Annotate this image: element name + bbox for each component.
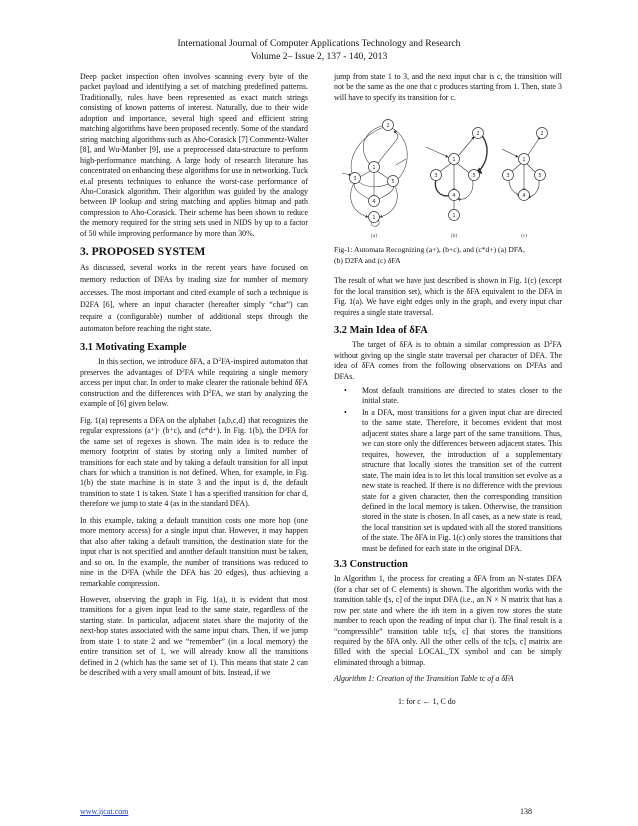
continued-paragraph: jump from state 1 to 3, and the next input char is c, the transition will not be the same as the one that c produces starting from 1. Then, state 3 will have to specify its transition for c.	[334, 72, 562, 102]
dfa-delta-graph	[502, 137, 540, 200]
list-item: • Most default transitions are directed to states closer to the initial state.	[362, 386, 562, 407]
section-3-1-paragraph-1: In this section, we introduce δFA, a $D^2FA$-inspired automaton that preserves the advantages of $D^2FA$ while requiring a single memory access per input char. In order to make clearer the rationale behind δFA construction and the differences with $D^2FA$, we start by analyzing the example of [6] given below.	[80, 357, 308, 409]
svg-text:3: 3	[353, 176, 357, 183]
svg-text:5: 5	[472, 173, 476, 180]
svg-text:1: 1	[452, 213, 456, 220]
svg-text:2: 2	[386, 123, 390, 130]
svg-text:1: 1	[452, 157, 456, 164]
right-column	[334, 72, 562, 707]
section-3-3-paragraph: In Algorithm 1, the process for creating a δFA from an N-states DFA (for a char set of C elements) is shown. The algorithm works with the transition table t[s, c] of the input DFA (i.e., an N × N matrix that has a row per state and where the ith item in a given row stores the state number to reach upon the reading of input char i). The final result is a “compressible” transition table tc[s, c] that stores the transitions required by the δFA only. All the other cells of the tc[s, c] matrix are filled with the special LOCAL_TX symbol and can be simply eliminated through a bitmap.	[334, 574, 562, 667]
section-3-heading: 3. PROPOSED SYSTEM	[80, 245, 206, 259]
volume-info: Volume 2– Issue 2, 137 - 140, 2013	[250, 50, 388, 62]
section-3-1-heading: 3.1 Motivating Example	[80, 342, 187, 354]
svg-text:4: 4	[452, 193, 456, 200]
left-column	[80, 72, 308, 685]
svg-text:2: 2	[540, 131, 544, 138]
algorithm-line-1: 1: for c ← 1, C do	[398, 696, 456, 706]
page-header	[0, 38, 638, 63]
dfa-delta-states	[503, 128, 548, 201]
figure-1	[334, 109, 562, 241]
fig-label-a: (a)	[370, 233, 378, 240]
section-3-paragraph: As discussed, several works in the recent years have focused on memory reduction of DFAs by trading size for number of memory accesses. The most important and cited example of such a technique is D2FA [6], where an input character (hereafter simply “char”) can require a (configurable) number of additional steps through the automaton before reaching the right state.	[80, 263, 308, 334]
list-item: • In a DFA, most transitions for a given input char are directed to the same state. Therefore, it becomes evident that most adjacent states share a large part of the same transitions. Thus, we can store only the differences between adjacent states. This requires, however, the introduction of a supplementary structure that locally stores the transition set of the current state. The main idea is to let this local transition set evolve as a new state is reached. If there is no difference with the previous state for a given character, then the corresponding transition defined in the local memory is taken. Otherwise, the transition stored in the state is chosen. In all cases, as a new state is read, the local transition set is updated with all the stored transitions of the state. The δFA in Fig. 1(c) only stores the transitions that must be defined for each state in the original DFA.	[362, 408, 562, 554]
algorithm-1-title: Algorithm 1: Creation of the Transition Table tc of a δFA	[334, 674, 514, 684]
figure-1-caption: Fig-1: Automata Recognizing (a+), (b+c), and (c*d+) (a) DFA, (b) D2FA and (c) δFA	[334, 245, 525, 266]
page-number: 138	[520, 807, 532, 816]
section-3-1-paragraph-4: However, observing the graph in Fig. 1(a), it is evident that most transitions for a given input lead to the same state, regardless of the starting state. In particular, adjacent states share the majority of the next-hop states associated with the same input chars. Then, if we jump from state 1 to state 2 and we “remember” (in a local memory) the entire transition set of 1, we will already know all the transitions defined in 2 (which has the same set of 1). This means that state 2 can be described with a very small amount of bits. Instead, if we	[80, 594, 308, 678]
footer-url-link[interactable]: www.ijcat.com	[80, 807, 129, 816]
svg-text:5: 5	[391, 179, 395, 186]
svg-text:2: 2	[476, 131, 480, 138]
intro-paragraph: Deep packet inspection often involves scanning every byte of the packet payload and identifying a set of matching predefined patterns. Traditionally, rules have been represented as exact match strings consisting of known patterns of interest. Naturally, due to their wide adoption and importance, several high speed and efficient string matching algorithms have been proposed recently. Some of the standard string matching algorithms such as Aho-Corasick [7] Commentz-Walter [8], and Wu-Manber [9], use a preprocessed data-structure to perform high-performance matching. A large body of research literature has concentrated on enhancing these algorithms for use in networking. Tuck et.al presents techniques to enhance the worst-case performance of Aho-Corasick algorithm. Their algorithm was guided by the analogy between IP lookup and string matching and applies bitmap and path compression to Aho-Corasick. Their scheme has been shown to reduce the memory required for the string sets used in NIDS by up to a factor of 50 while improving performance by more than 30%.	[80, 72, 308, 238]
svg-text:1: 1	[372, 165, 376, 172]
dfa-states	[350, 120, 399, 223]
section-3-3-heading: 3.3 Construction	[334, 559, 408, 571]
fig-label-c: (c)	[520, 233, 528, 240]
section-3-1-paragraph-2: Fig. 1(a) represents a DFA on the alphabet {a,b,c,d} that recognizes the regular expressions (a⁺)· (b⁺c), and (c*d⁺). In Fig. 1(b), the D²FA for the same set of regexes is shown. The main idea is to reduce the memory footprint of states by storing only a limited number of transitions for each state and by taking a default transition for all input chars for which a transition is not defined. When, for example, in Fig. 1(b) the state machine is in state 3 and the input is d, the default transition to state 1 is taken. State 1 has a specified transition for char d, therefore we jump to state 4 (as in the standard DFA).	[80, 415, 308, 509]
svg-text:3: 3	[434, 173, 438, 180]
svg-text:4: 4	[372, 199, 376, 206]
svg-text:1: 1	[372, 215, 376, 222]
section-3-2-paragraph: The target of δFA is to obtain a similar compression as $D^2FA$ without giving up the single state traversal per character of DFA. The idea of δFA comes from the following observations on D²FAs and DFAs.	[334, 340, 562, 381]
section-3-1-paragraph-3: In this example, taking a default transition costs one more hop (one more memory access) for a single input char. However, it may happen that also after taking a default transition, the destination state for the input char is not specified and another default transition must be taken, and so on. In the example, the number of transitions was reduced to nine in the D²FA (while the DFA has 20 edges), thus achieving a remarkable compression.	[80, 515, 308, 588]
svg-text:3: 3	[506, 173, 510, 180]
automata-diagram	[334, 109, 562, 241]
svg-text:5: 5	[538, 173, 542, 180]
section-3-2-heading: 3.2 Main Idea of δFA	[334, 325, 428, 337]
observations-list	[334, 386, 562, 554]
svg-text:1: 1	[522, 157, 526, 164]
journal-title: International Journal of Computer Applications Technology and Research	[177, 38, 461, 49]
fig-label-b: (b)	[450, 233, 458, 240]
result-paragraph: The result of what we have just described is shown in Fig. 1(c) (except for the local transition set), which is the δFA equivalent to the DFA in Fig. 1(a). We have eight edges only in the graph, and every input char requires a single state traversal.	[334, 276, 562, 317]
svg-text:4: 4	[522, 193, 526, 200]
